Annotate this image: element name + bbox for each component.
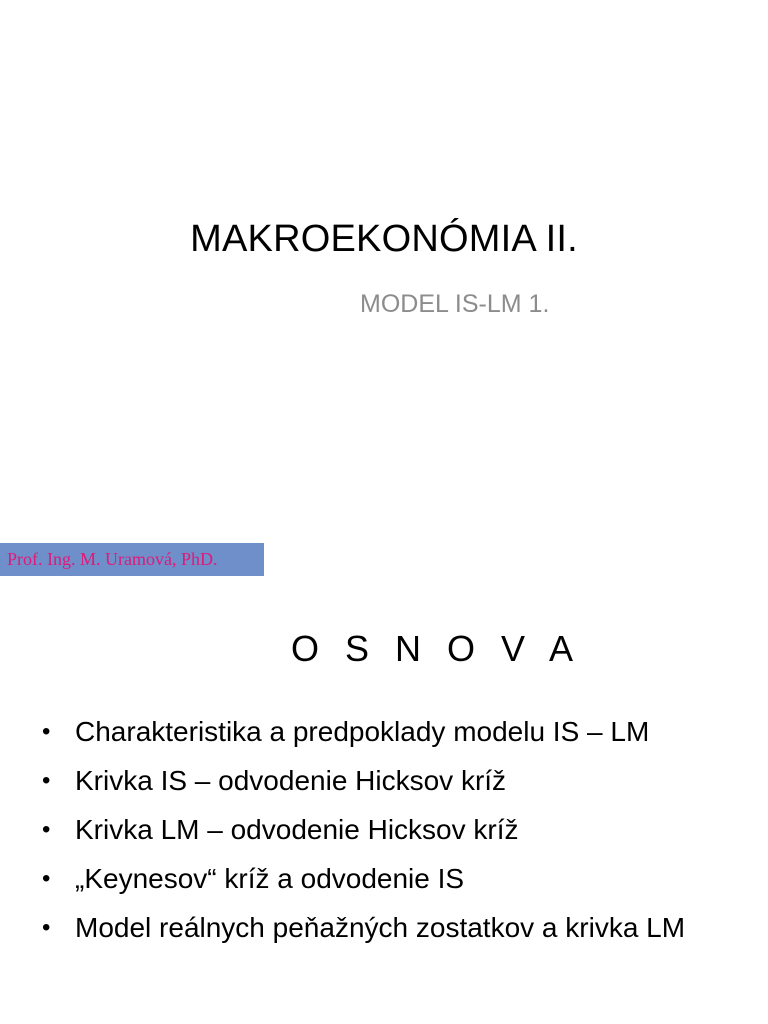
- bullet-icon: •: [42, 914, 51, 941]
- list-item-text: Krivka LM – odvodenie Hicksov kríž: [75, 814, 519, 845]
- bullet-icon: •: [42, 767, 51, 794]
- list-item: [42, 912, 732, 944]
- bullet-icon: •: [42, 865, 51, 892]
- list-item-text: Model reálnych peňažných zostatkov a krivka LM: [75, 912, 686, 943]
- list-item: [42, 814, 732, 846]
- list-item: [42, 863, 732, 895]
- list-item-text: Charakteristika a predpoklady modelu IS – LM: [75, 716, 650, 747]
- list-item: [42, 765, 732, 797]
- outline-heading: O S N O V A: [290, 628, 582, 669]
- author-label: Prof. Ing. M. Uramová, PhD.: [0, 543, 264, 576]
- bullet-icon: •: [42, 816, 51, 843]
- list-item-text: „Keynesov“ kríž a odvodenie IS: [75, 863, 465, 894]
- slide-subtitle: MODEL IS-LM 1.: [360, 290, 550, 318]
- list-item: [42, 716, 732, 748]
- bullet-icon: •: [42, 718, 51, 745]
- list-item-text: Krivka IS – odvodenie Hicksov kríž: [75, 765, 507, 796]
- slide-title: MAKROEKONÓMIA II.: [190, 218, 578, 260]
- outline-list: [42, 716, 732, 961]
- outline-slide: [0, 600, 768, 1024]
